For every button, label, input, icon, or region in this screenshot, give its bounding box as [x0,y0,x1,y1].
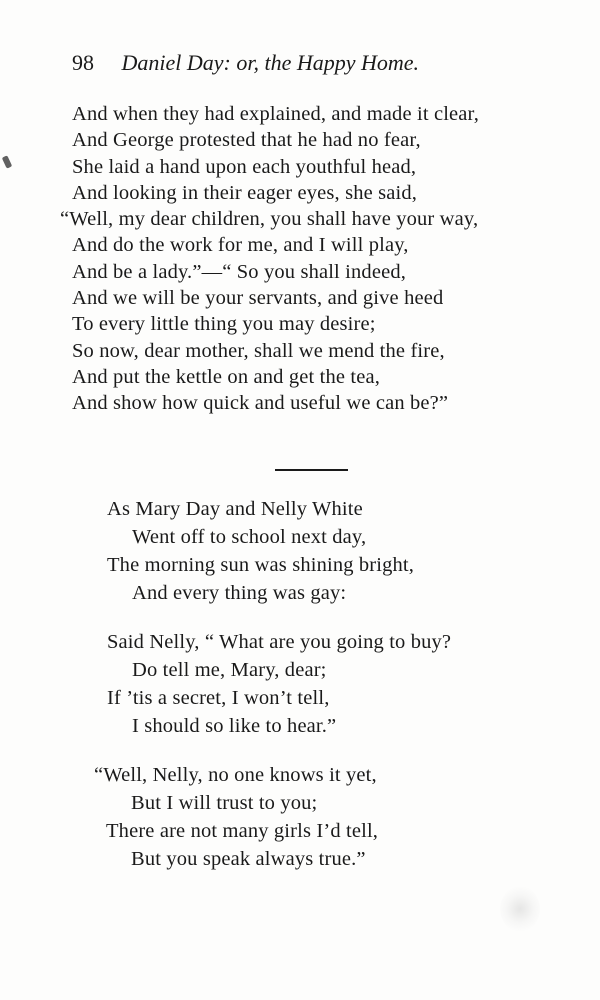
verse-line: And be a lady.”—“ So you shall indeed, [72,260,407,283]
verse-line: To every little thing you may desire; [72,313,376,336]
ballad-line: There are not many girls I’d tell, [106,820,379,842]
ballad-line: If ’tis a secret, I won’t tell, [107,687,330,709]
ballad-line: As Mary Day and Nelly White [107,498,363,520]
ballad-line: Went off to school next day, [132,526,367,548]
ballad-stanza [107,628,451,740]
verse-line: And looking in their eager eyes, she said, [72,181,418,204]
ballad-stanza [94,761,378,873]
verse-line: “Well, my dear children, you shall have your way, [60,208,479,231]
verse-line: And we will be your servants, and give heed [72,287,444,310]
ballad-line: I should so like to hear.” [132,715,337,737]
ballad-line: Do tell me, Mary, dear; [132,659,327,681]
verse-line: And put the kettle on and get the tea, [72,365,380,388]
running-title: Daniel Day: or, the Happy Home. [121,50,420,75]
verse-passage [60,101,479,417]
verse-line: And show how quick and useful we can be?” [72,392,449,415]
verse-line: And do the work for me, and I will play, [72,234,409,257]
running-head [72,48,532,78]
paper-smudge [500,886,540,932]
section-divider [275,469,348,471]
verse-line: And George protested that he had no fear, [72,129,421,152]
ballad-stanza [107,495,414,607]
verse-line: She laid a hand upon each youthful head, [72,155,417,178]
ballad-line: But I will trust to you; [131,792,318,814]
verse-line: So now, dear mother, shall we mend the fire, [72,339,445,362]
ballad-line: Said Nelly, “ What are you going to buy? [107,631,452,653]
ballad-line: The morning sun was shining bright, [107,554,415,576]
ballad-line: But you speak always true.” [131,848,366,870]
verse-line: And when they had explained, and made it clear, [72,103,479,125]
ink-speck [2,155,13,168]
ballad-line: And every thing was gay: [132,582,347,604]
page-number: 98 [72,50,94,75]
ballad-line: “Well, Nelly, no one knows it yet, [94,764,377,786]
